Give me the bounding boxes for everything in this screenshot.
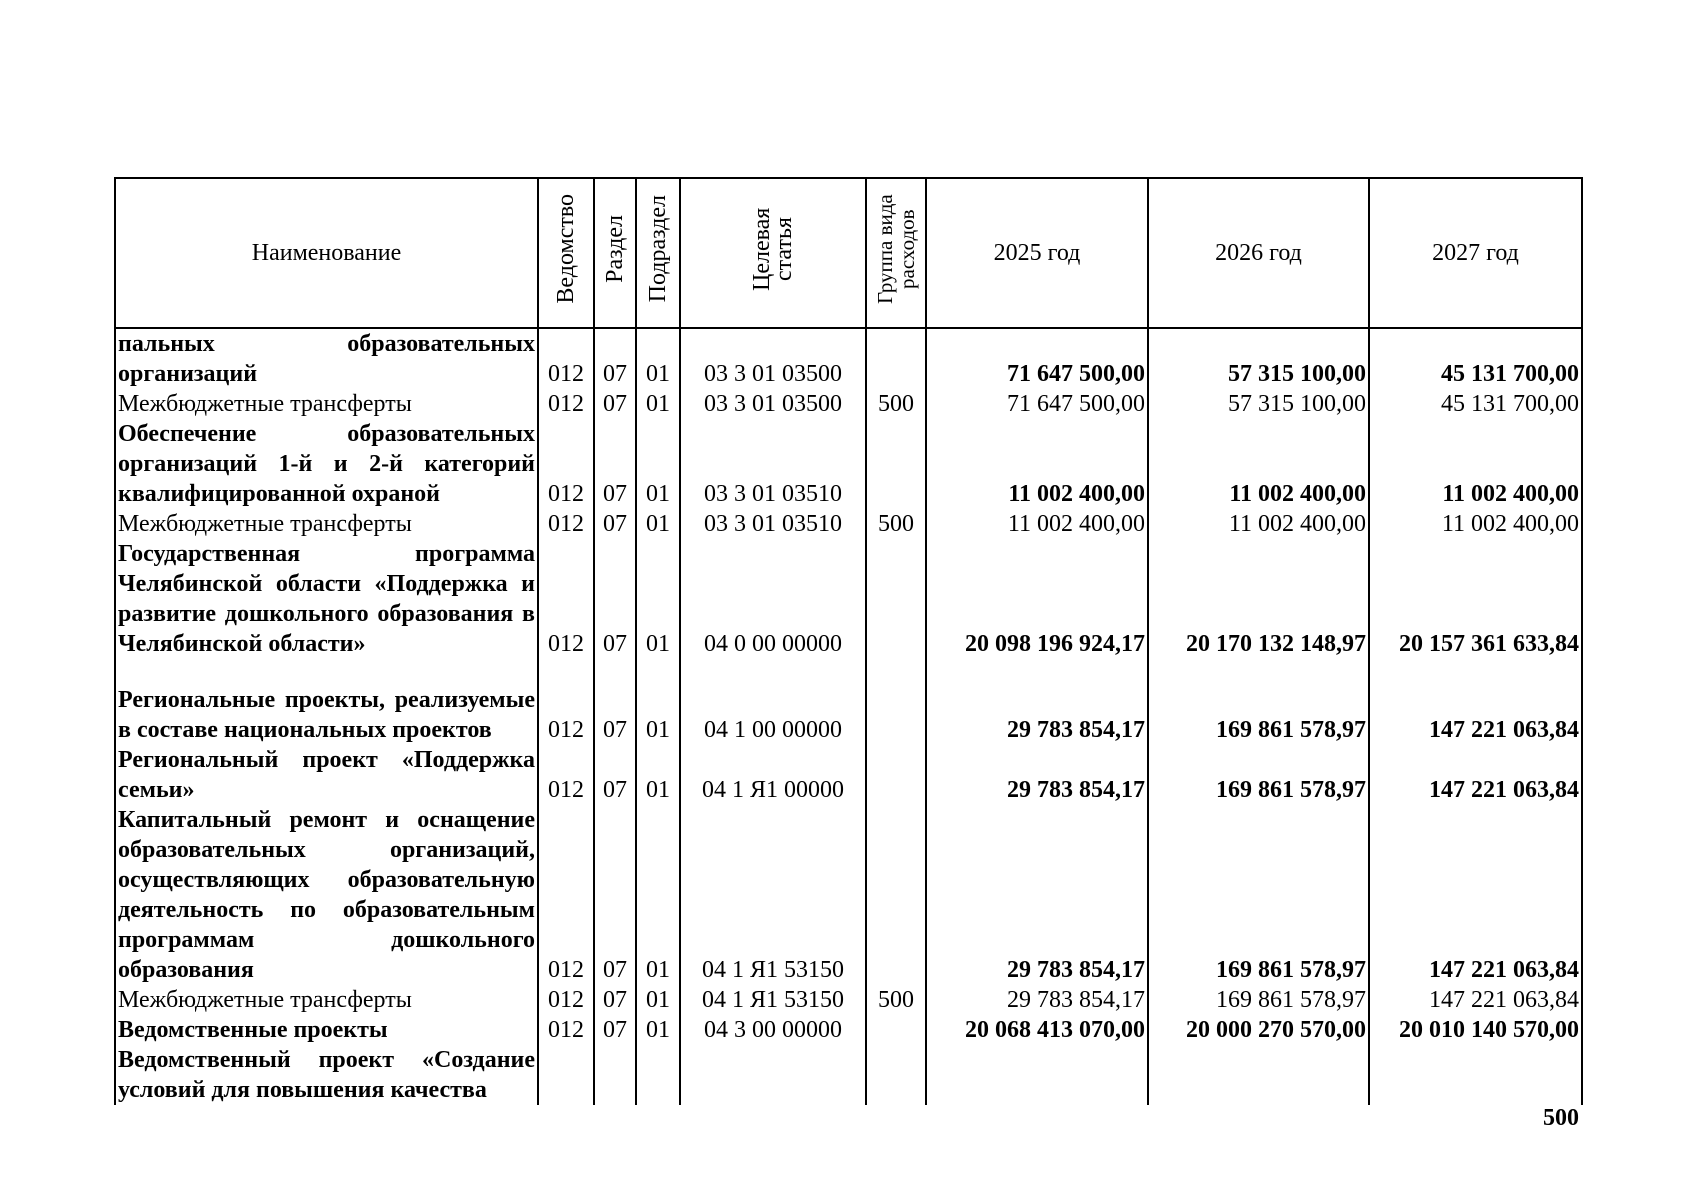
row-amount-2025: 71 647 500,00 [926, 389, 1148, 419]
row-amount-2027: 147 221 063,84 [1369, 985, 1582, 1015]
row-vedomstvo [538, 1045, 594, 1105]
row-amount-2025: 29 783 854,17 [926, 659, 1148, 745]
table-row [115, 328, 1582, 389]
row-razdel: 07 [594, 328, 636, 389]
header-2025: 2025 год [926, 178, 1148, 328]
row-expense-group [866, 539, 926, 659]
row-name: Межбюджетные трансферты [115, 389, 538, 419]
row-amount-2026: 20 000 270 570,00 [1148, 1015, 1369, 1045]
row-amount-2026: 169 861 578,97 [1148, 985, 1369, 1015]
row-expense-group [866, 328, 926, 389]
row-razdel: 07 [594, 509, 636, 539]
row-podrazdel [636, 1045, 680, 1105]
row-target-article: 03 3 01 03510 [680, 419, 866, 509]
row-amount-2025: 29 783 854,17 [926, 745, 1148, 805]
row-target-article: 03 3 01 03500 [680, 328, 866, 389]
row-amount-2025: 20 098 196 924,17 [926, 539, 1148, 659]
row-razdel: 07 [594, 539, 636, 659]
row-vedomstvo: 012 [538, 539, 594, 659]
row-name: Региональный проект «Поддержка семьи» [115, 745, 538, 805]
table-row [115, 539, 1582, 659]
row-expense-group: 500 [866, 509, 926, 539]
row-expense-group [866, 1045, 926, 1105]
row-target-article: 04 1 Я1 00000 [680, 745, 866, 805]
row-expense-group: 500 [866, 389, 926, 419]
row-vedomstvo: 012 [538, 745, 594, 805]
row-name: Капитальный ремонт и оснащение образовательных организаций, осуществляющих образовательную деятельность по образовательным программам дошкольного образования [115, 805, 538, 985]
row-amount-2025 [926, 1045, 1148, 1105]
table-row [115, 1045, 1582, 1105]
header-2026: 2026 год [1148, 178, 1369, 328]
row-podrazdel: 01 [636, 1015, 680, 1045]
row-vedomstvo: 012 [538, 805, 594, 985]
row-name: Обеспечение образовательных организаций 1-й и 2-й категорий квалифицированной охраной [115, 419, 538, 509]
row-razdel: 07 [594, 985, 636, 1015]
row-target-article: 03 3 01 03510 [680, 509, 866, 539]
table-row [115, 659, 1582, 745]
row-name: Межбюджетные трансферты [115, 985, 538, 1015]
header-razdel: Раздел [602, 215, 628, 283]
row-razdel: 07 [594, 805, 636, 985]
header-vedomstvo: Ведомство [553, 194, 579, 304]
header-target-article: Целевая статья [749, 207, 797, 291]
row-name: Межбюджетные трансферты [115, 509, 538, 539]
row-razdel: 07 [594, 389, 636, 419]
row-amount-2027: 147 221 063,84 [1369, 745, 1582, 805]
row-razdel: 07 [594, 419, 636, 509]
header-2027: 2027 год [1369, 178, 1582, 328]
row-amount-2026: 169 861 578,97 [1148, 745, 1369, 805]
row-amount-2026: 57 315 100,00 [1148, 328, 1369, 389]
row-razdel: 07 [594, 745, 636, 805]
table-row [115, 389, 1582, 419]
row-amount-2026: 169 861 578,97 [1148, 659, 1369, 745]
row-amount-2025: 29 783 854,17 [926, 805, 1148, 985]
row-name: Региональные проекты, реализуемые в составе национальных проектов [115, 659, 538, 745]
row-podrazdel: 01 [636, 509, 680, 539]
row-amount-2026: 57 315 100,00 [1148, 389, 1369, 419]
table-row [115, 985, 1582, 1015]
row-expense-group [866, 805, 926, 985]
row-amount-2027: 45 131 700,00 [1369, 328, 1582, 389]
row-target-article: 04 0 00 00000 [680, 539, 866, 659]
page-number: 500 [1543, 1105, 1579, 1131]
row-expense-group [866, 745, 926, 805]
row-target-article: 04 1 00 00000 [680, 659, 866, 745]
row-name: пальных образовательных организаций [115, 328, 538, 389]
row-vedomstvo: 012 [538, 985, 594, 1015]
row-amount-2025: 11 002 400,00 [926, 419, 1148, 509]
row-expense-group [866, 419, 926, 509]
row-podrazdel: 01 [636, 659, 680, 745]
row-amount-2027: 147 221 063,84 [1369, 659, 1582, 745]
header-name: Наименование [115, 178, 538, 328]
row-amount-2026: 11 002 400,00 [1148, 419, 1369, 509]
row-amount-2026: 11 002 400,00 [1148, 509, 1369, 539]
table-row [115, 1015, 1582, 1045]
row-vedomstvo: 012 [538, 328, 594, 389]
row-name: Ведомственные проекты [115, 1015, 538, 1045]
row-podrazdel: 01 [636, 745, 680, 805]
row-podrazdel: 01 [636, 328, 680, 389]
row-name: Государственная программа Челябинской области «Поддержка и развитие дошкольного образования в Челябинской области» [115, 539, 538, 659]
table-row [115, 419, 1582, 509]
header-expense-group: Группа вида расходов [873, 194, 919, 304]
row-vedomstvo: 012 [538, 419, 594, 509]
row-vedomstvo: 012 [538, 509, 594, 539]
row-razdel [594, 1045, 636, 1105]
row-expense-group: 500 [866, 985, 926, 1015]
row-amount-2025: 29 783 854,17 [926, 985, 1148, 1015]
row-amount-2027: 20 157 361 633,84 [1369, 539, 1582, 659]
row-target-article: 03 3 01 03500 [680, 389, 866, 419]
row-amount-2027: 147 221 063,84 [1369, 805, 1582, 985]
row-amount-2026: 169 861 578,97 [1148, 805, 1369, 985]
row-name: Ведомственный проект «Создание условий для повышения качества [115, 1045, 538, 1105]
header-podrazdel: Подраздел [645, 195, 671, 303]
row-expense-group [866, 659, 926, 745]
row-expense-group [866, 1015, 926, 1045]
row-podrazdel: 01 [636, 985, 680, 1015]
row-amount-2026: 20 170 132 148,97 [1148, 539, 1369, 659]
row-vedomstvo: 012 [538, 1015, 594, 1045]
row-podrazdel: 01 [636, 539, 680, 659]
row-amount-2027: 11 002 400,00 [1369, 419, 1582, 509]
row-amount-2027: 45 131 700,00 [1369, 389, 1582, 419]
row-target-article [680, 1045, 866, 1105]
header-row [115, 178, 1582, 328]
table-row [115, 805, 1582, 985]
table-row [115, 745, 1582, 805]
row-amount-2027 [1369, 1045, 1582, 1105]
row-amount-2026 [1148, 1045, 1369, 1105]
table-row [115, 509, 1582, 539]
row-vedomstvo: 012 [538, 659, 594, 745]
row-amount-2025: 11 002 400,00 [926, 509, 1148, 539]
budget-table [114, 177, 1583, 1105]
row-target-article: 04 1 Я1 53150 [680, 985, 866, 1015]
row-amount-2027: 11 002 400,00 [1369, 509, 1582, 539]
row-razdel: 07 [594, 1015, 636, 1045]
row-amount-2025: 71 647 500,00 [926, 328, 1148, 389]
row-podrazdel: 01 [636, 419, 680, 509]
row-razdel: 07 [594, 659, 636, 745]
row-podrazdel: 01 [636, 389, 680, 419]
row-amount-2025: 20 068 413 070,00 [926, 1015, 1148, 1045]
row-podrazdel: 01 [636, 805, 680, 985]
row-amount-2027: 20 010 140 570,00 [1369, 1015, 1582, 1045]
row-target-article: 04 3 00 00000 [680, 1015, 866, 1045]
row-target-article: 04 1 Я1 53150 [680, 805, 866, 985]
row-vedomstvo: 012 [538, 389, 594, 419]
